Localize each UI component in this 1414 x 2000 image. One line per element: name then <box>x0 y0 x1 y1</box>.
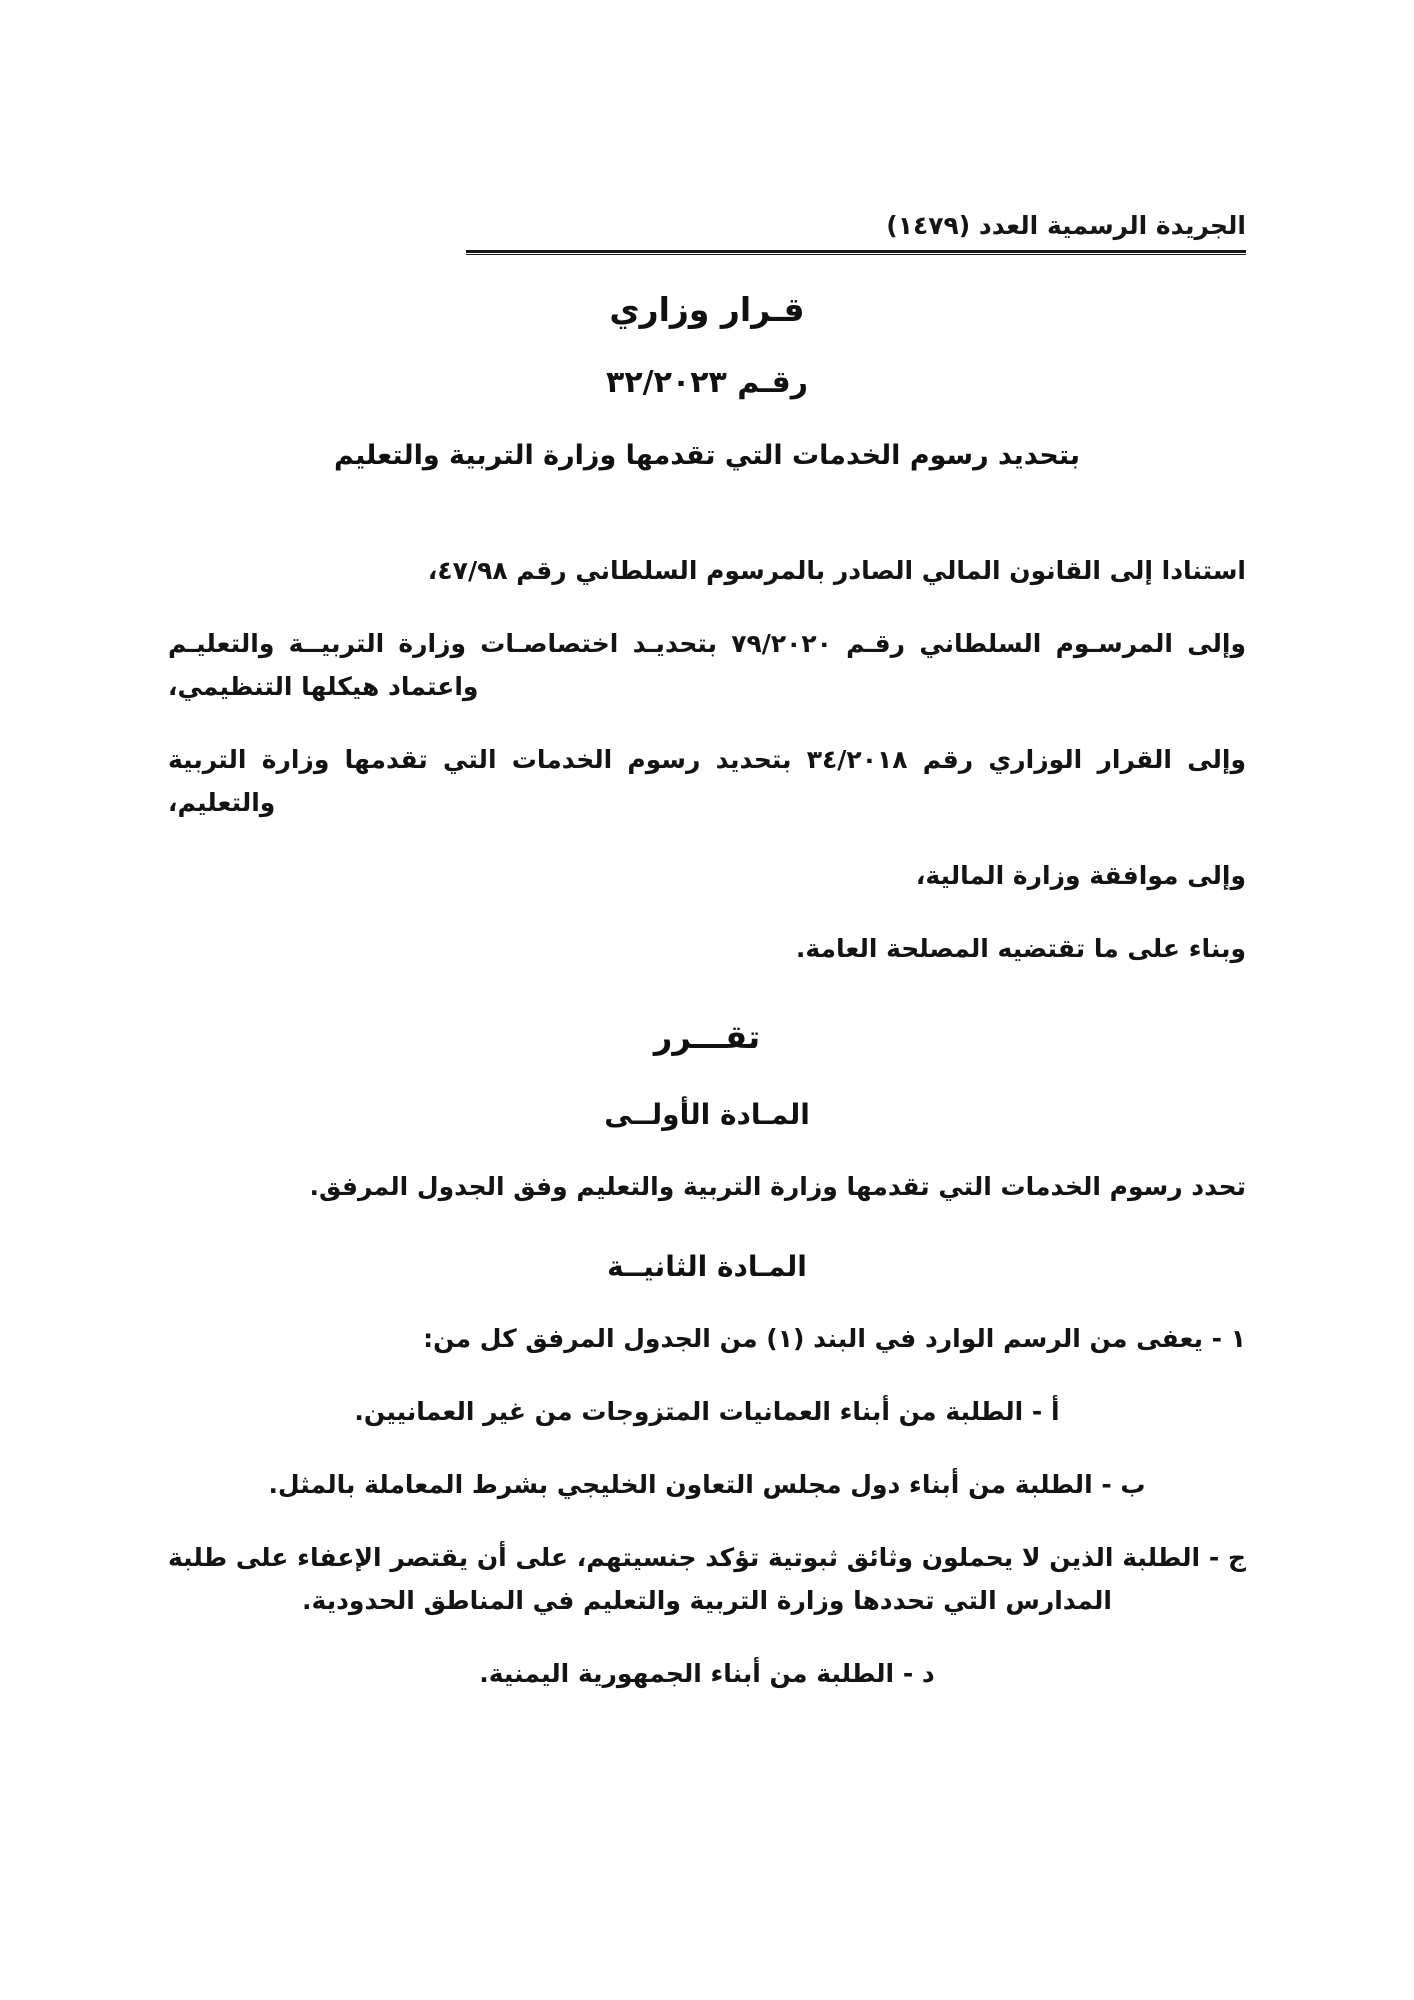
clause-item-c: ج - الطلبة الذين لا يحملون وثائق ثبوتية تؤكد جنسيتهم، على أن يقتصر الإعفاء على طلبة المدارس التي تحددها وزارة التربية والتعليم في المناطق الحدودية. <box>168 1542 1246 1615</box>
preamble-line-5: وبناء على ما تقتضيه المصلحة العامة. <box>795 933 1246 963</box>
gazette-issue-line: الجريدة الرسمية العدد (١٤٧٩) <box>886 211 1246 240</box>
preamble-line-2: وإلى المرسـوم السلطاني رقـم ٧٩/٢٠٢٠ بتحديـد اختصاصـات وزارة التربيــة والتعليـم واعتماد هيكلها التنظيمي، <box>168 628 1246 701</box>
article-one-body <box>168 1165 1246 1208</box>
article-one-heading: المـادة الأولــى <box>604 1097 810 1131</box>
clause-item-b: ب - الطلبة من أبناء دول مجلس التعاون الخليجي بشرط المعاملة بالمثل. <box>268 1469 1146 1499</box>
preamble-line-3: وإلى القرار الوزاري رقم ٣٤/٢٠١٨ بتحديد رسوم الخدمات التي تقدمها وزارة التربية والتعليم، <box>168 744 1246 817</box>
clause-item-a: أ - الطلبة من أبناء العمانيات المتزوجات من غير العمانيين. <box>354 1396 1060 1426</box>
decides-label: تقـــرر <box>653 1017 761 1056</box>
running-header <box>168 212 1246 241</box>
preamble-line-1: استنادا إلى القانون المالي الصادر بالمرسوم السلطاني رقم ٤٧/٩٨، <box>427 555 1246 585</box>
decision-number: رقـم ٣٢/٢٠٢٣ <box>606 365 808 400</box>
header-divider-rule <box>466 250 1246 255</box>
preamble-line-4: وإلى موافقة وزارة المالية، <box>915 860 1246 890</box>
article-two-intro: ١ - يعفى من الرسم الوارد في البند (١) من الجدول المرفق كل من: <box>423 1323 1246 1353</box>
decision-subtitle: بتحديد رسوم الخدمات التي تقدمها وزارة التربية والتعليم <box>333 440 1081 471</box>
decision-title: قـرار وزاري <box>609 290 805 329</box>
clause-item-d: د - الطلبة من أبناء الجمهورية اليمنية. <box>479 1658 935 1688</box>
article-one-text: تحدد رسوم الخدمات التي تقدمها وزارة التربية والتعليم وفق الجدول المرفق. <box>309 1171 1246 1201</box>
preamble-section <box>168 549 1246 970</box>
article-two-heading: المـادة الثانيــة <box>607 1249 807 1283</box>
article-two-body <box>168 1317 1246 1695</box>
document-body <box>168 276 1246 1725</box>
article-two-clause-list <box>168 1390 1246 1695</box>
